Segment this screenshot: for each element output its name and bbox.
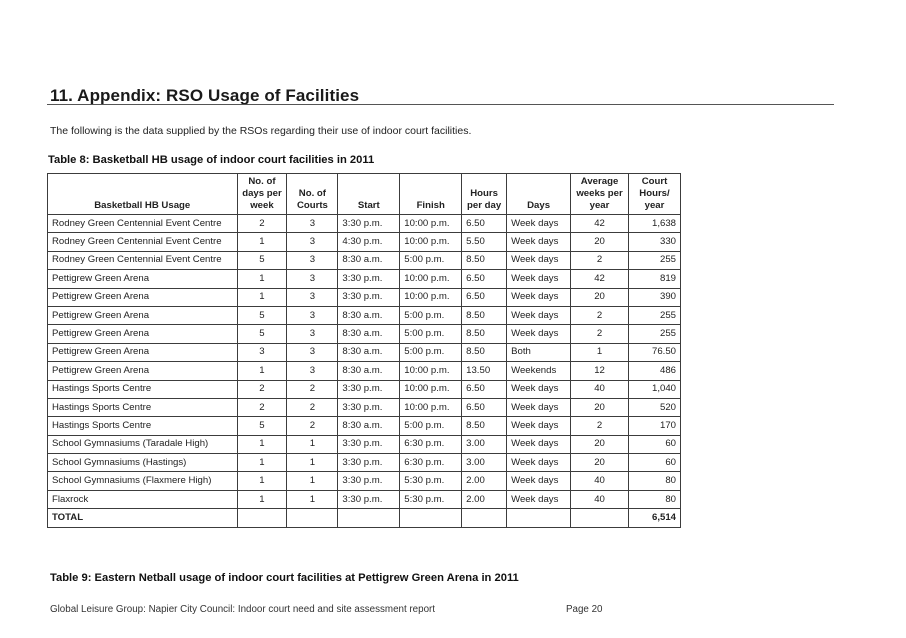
cell-courts: 3 [287,306,338,324]
table8-caption: Table 8: Basketball HB usage of indoor court facilities in 2011 [48,154,375,166]
cell-courts: 1 [287,435,338,453]
cell-finish: 5:30 p.m. [400,472,462,490]
table-header-row [48,174,681,215]
cell-finish: 10:00 p.m. [400,270,462,288]
table-row [48,270,681,288]
cell-hours: 6.50 [462,215,507,233]
cell-total: 80 [629,490,681,508]
table-row [48,454,681,472]
cell-dtype: Week days [507,398,571,416]
cell-days: 1 [237,472,287,490]
cell-start: 3:30 p.m. [338,435,400,453]
cell-days: 1 [237,435,287,453]
cell-finish: 6:30 p.m. [400,454,462,472]
cell-courts: 1 [287,472,338,490]
cell-courts: 3 [287,251,338,269]
cell-days: 5 [237,306,287,324]
cell-name: School Gymnasiums (Taradale High) [48,435,238,453]
cell-start: 3:30 p.m. [338,490,400,508]
cell-courts: 3 [287,288,338,306]
cell-days: 1 [237,362,287,380]
cell-finish: 10:00 p.m. [400,215,462,233]
cell-total: 255 [629,306,681,324]
cell-courts: 1 [287,490,338,508]
cell-finish: 5:00 p.m. [400,306,462,324]
heading-rule [47,104,834,105]
cell-dtype: Week days [507,325,571,343]
cell-weeks: 42 [571,270,629,288]
footer-report-title: Global Leisure Group: Napier City Council: Indoor court need and site assessment report [50,604,435,615]
cell-total: 255 [629,325,681,343]
total-empty-cell [507,509,571,527]
cell-name: Pettigrew Green Arena [48,325,238,343]
cell-dtype: Week days [507,490,571,508]
cell-days: 2 [237,215,287,233]
cell-finish: 10:00 p.m. [400,233,462,251]
cell-hours: 6.50 [462,398,507,416]
cell-start: 3:30 p.m. [338,215,400,233]
cell-hours: 6.50 [462,288,507,306]
table-row [48,343,681,361]
cell-dtype: Week days [507,233,571,251]
cell-courts: 3 [287,215,338,233]
cell-days: 1 [237,288,287,306]
table-row [48,306,681,324]
header-start: Start [338,174,400,215]
cell-days: 1 [237,270,287,288]
cell-dtype: Both [507,343,571,361]
table-row [48,215,681,233]
cell-days: 1 [237,490,287,508]
table-row [48,435,681,453]
cell-name: Hastings Sports Centre [48,417,238,435]
cell-hours: 5.50 [462,233,507,251]
cell-hours: 8.50 [462,251,507,269]
cell-start: 3:30 p.m. [338,270,400,288]
cell-days: 3 [237,343,287,361]
cell-name: Flaxrock [48,490,238,508]
cell-finish: 6:30 p.m. [400,435,462,453]
cell-start: 3:30 p.m. [338,398,400,416]
table-row [48,472,681,490]
cell-weeks: 2 [571,325,629,343]
cell-dtype: Week days [507,435,571,453]
header-average-weeks: Average weeks per year [571,174,629,215]
cell-dtype: Week days [507,472,571,490]
cell-finish: 10:00 p.m. [400,398,462,416]
cell-courts: 3 [287,233,338,251]
cell-dtype: Week days [507,270,571,288]
cell-hours: 3.00 [462,454,507,472]
cell-days: 1 [237,454,287,472]
cell-start: 8:30 a.m. [338,251,400,269]
cell-days: 1 [237,233,287,251]
cell-days: 2 [237,380,287,398]
cell-weeks: 40 [571,380,629,398]
cell-hours: 3.00 [462,435,507,453]
table-body [48,215,681,528]
cell-courts: 3 [287,270,338,288]
cell-start: 3:30 p.m. [338,454,400,472]
cell-finish: 5:00 p.m. [400,343,462,361]
cell-courts: 3 [287,362,338,380]
cell-name: Pettigrew Green Arena [48,270,238,288]
cell-weeks: 40 [571,472,629,490]
total-empty-cell [237,509,287,527]
cell-weeks: 42 [571,215,629,233]
cell-name: Pettigrew Green Arena [48,306,238,324]
cell-name: Pettigrew Green Arena [48,343,238,361]
cell-total: 520 [629,398,681,416]
cell-total: 60 [629,454,681,472]
header-days: Days [507,174,571,215]
cell-name: Pettigrew Green Arena [48,362,238,380]
cell-total: 1,040 [629,380,681,398]
table-row [48,325,681,343]
cell-weeks: 2 [571,306,629,324]
cell-start: 3:30 p.m. [338,472,400,490]
total-empty-cell [400,509,462,527]
cell-hours: 8.50 [462,417,507,435]
cell-total: 486 [629,362,681,380]
total-empty-cell [462,509,507,527]
footer-page-number: Page 20 [566,604,603,615]
total-value: 6,514 [629,509,681,527]
cell-name: Hastings Sports Centre [48,398,238,416]
cell-courts: 2 [287,398,338,416]
cell-courts: 2 [287,417,338,435]
cell-weeks: 20 [571,454,629,472]
table-row [48,251,681,269]
total-empty-cell [571,509,629,527]
cell-hours: 8.50 [462,343,507,361]
cell-name: School Gymnasiums (Hastings) [48,454,238,472]
cell-days: 5 [237,325,287,343]
cell-total: 255 [629,251,681,269]
cell-name: Rodney Green Centennial Event Centre [48,233,238,251]
cell-start: 8:30 a.m. [338,306,400,324]
intro-paragraph: The following is the data supplied by the RSOs regarding their use of indoor court facilities. [50,125,472,137]
cell-finish: 5:00 p.m. [400,417,462,435]
cell-weeks: 20 [571,398,629,416]
cell-finish: 10:00 p.m. [400,362,462,380]
cell-total: 330 [629,233,681,251]
cell-weeks: 12 [571,362,629,380]
cell-total: 390 [629,288,681,306]
cell-weeks: 1 [571,343,629,361]
cell-finish: 10:00 p.m. [400,380,462,398]
cell-hours: 2.00 [462,472,507,490]
cell-start: 3:30 p.m. [338,380,400,398]
cell-start: 8:30 a.m. [338,343,400,361]
cell-dtype: Week days [507,380,571,398]
table-row [48,233,681,251]
cell-weeks: 20 [571,288,629,306]
cell-name: Hastings Sports Centre [48,380,238,398]
cell-days: 5 [237,417,287,435]
cell-weeks: 20 [571,233,629,251]
cell-weeks: 20 [571,435,629,453]
table9-caption: Table 9: Eastern Netball usage of indoor court facilities at Pettigrew Green Arena in 2011 [50,572,519,584]
cell-courts: 3 [287,325,338,343]
cell-finish: 5:00 p.m. [400,325,462,343]
basketball-usage-table [47,173,681,528]
cell-hours: 6.50 [462,270,507,288]
cell-dtype: Week days [507,215,571,233]
cell-days: 2 [237,398,287,416]
cell-start: 8:30 a.m. [338,325,400,343]
cell-total: 1,638 [629,215,681,233]
cell-total: 819 [629,270,681,288]
cell-total: 170 [629,417,681,435]
header-court-hours: Court Hours/ year [629,174,681,215]
cell-name: School Gymnasiums (Flaxmere High) [48,472,238,490]
header-finish: Finish [400,174,462,215]
cell-finish: 10:00 p.m. [400,288,462,306]
cell-name: Rodney Green Centennial Event Centre [48,251,238,269]
cell-dtype: Week days [507,306,571,324]
cell-total: 76.50 [629,343,681,361]
header-courts: No. of Courts [287,174,338,215]
cell-total: 60 [629,435,681,453]
cell-hours: 8.50 [462,306,507,324]
total-row [48,509,681,527]
cell-finish: 5:00 p.m. [400,251,462,269]
cell-courts: 3 [287,343,338,361]
cell-weeks: 40 [571,490,629,508]
cell-dtype: Week days [507,251,571,269]
total-label: TOTAL [48,509,238,527]
cell-hours: 2.00 [462,490,507,508]
cell-start: 3:30 p.m. [338,288,400,306]
cell-days: 5 [237,251,287,269]
cell-hours: 13.50 [462,362,507,380]
header-days-per-week: No. of days per week [237,174,287,215]
header-hours-per-day: Hours per day [462,174,507,215]
cell-total: 80 [629,472,681,490]
cell-hours: 6.50 [462,380,507,398]
cell-courts: 2 [287,380,338,398]
table-row [48,380,681,398]
cell-dtype: Week days [507,417,571,435]
section-heading: 11. Appendix: RSO Usage of Facilities [50,86,360,105]
cell-start: 4:30 p.m. [338,233,400,251]
cell-name: Rodney Green Centennial Event Centre [48,215,238,233]
cell-start: 8:30 a.m. [338,417,400,435]
table-row [48,362,681,380]
cell-finish: 5:30 p.m. [400,490,462,508]
cell-weeks: 2 [571,251,629,269]
total-empty-cell [287,509,338,527]
cell-dtype: Week days [507,288,571,306]
cell-hours: 8.50 [462,325,507,343]
table-row [48,417,681,435]
table-row [48,398,681,416]
cell-start: 8:30 a.m. [338,362,400,380]
header-usage: Basketball HB Usage [48,174,238,215]
table-row [48,490,681,508]
total-empty-cell [338,509,400,527]
cell-name: Pettigrew Green Arena [48,288,238,306]
cell-dtype: Weekends [507,362,571,380]
cell-dtype: Week days [507,454,571,472]
cell-courts: 1 [287,454,338,472]
table-row [48,288,681,306]
cell-weeks: 2 [571,417,629,435]
